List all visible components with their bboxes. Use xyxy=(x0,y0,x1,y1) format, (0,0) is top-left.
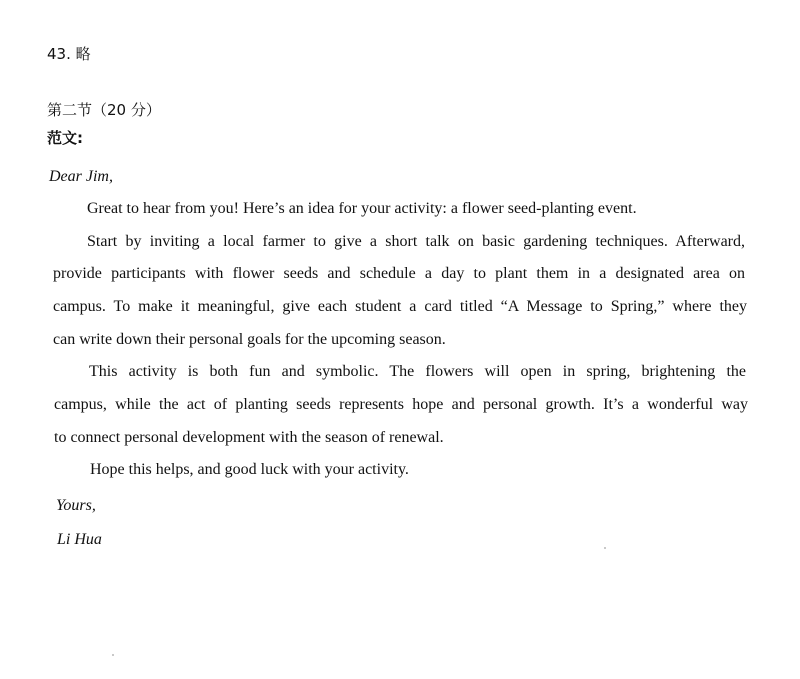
letter-line: campus, while the act of planting seeds represents hope and personal growth. It’s a wonderful way xyxy=(54,396,748,413)
sample-essay-label: 范文: xyxy=(47,129,83,147)
letter-line: Start by inviting a local farmer to give a short talk on basic gardening techniques. Afterward, xyxy=(87,233,745,250)
letter-line: to connect personal development with the season of renewal. xyxy=(54,429,444,446)
letter-line: This activity is both fun and symbolic. The flowers will open in spring, brightening the xyxy=(89,363,746,380)
letter-line: campus. To make it meaningful, give each student a card titled “A Message to Spring,” where they xyxy=(53,298,747,315)
section-title: 第二节（20 分） xyxy=(47,101,161,119)
letter-line: provide participants with flower seeds and schedule a day to plant them in a designated area on xyxy=(53,265,745,282)
letter-line: Hope this helps, and good luck with your activity. xyxy=(90,461,409,478)
letter-salutation: Dear Jim, xyxy=(49,168,113,185)
letter-closing: Yours, xyxy=(56,497,96,514)
letter-line: can write down their personal goals for the upcoming season. xyxy=(53,331,446,348)
question-number: 43. 略 xyxy=(47,45,91,63)
letter-signature: Li Hua xyxy=(57,531,102,548)
letter-line: Great to hear from you! Here’s an idea for your activity: a flower seed-planting event. xyxy=(87,200,637,217)
scan-speck xyxy=(604,547,606,549)
scan-speck xyxy=(112,654,114,656)
